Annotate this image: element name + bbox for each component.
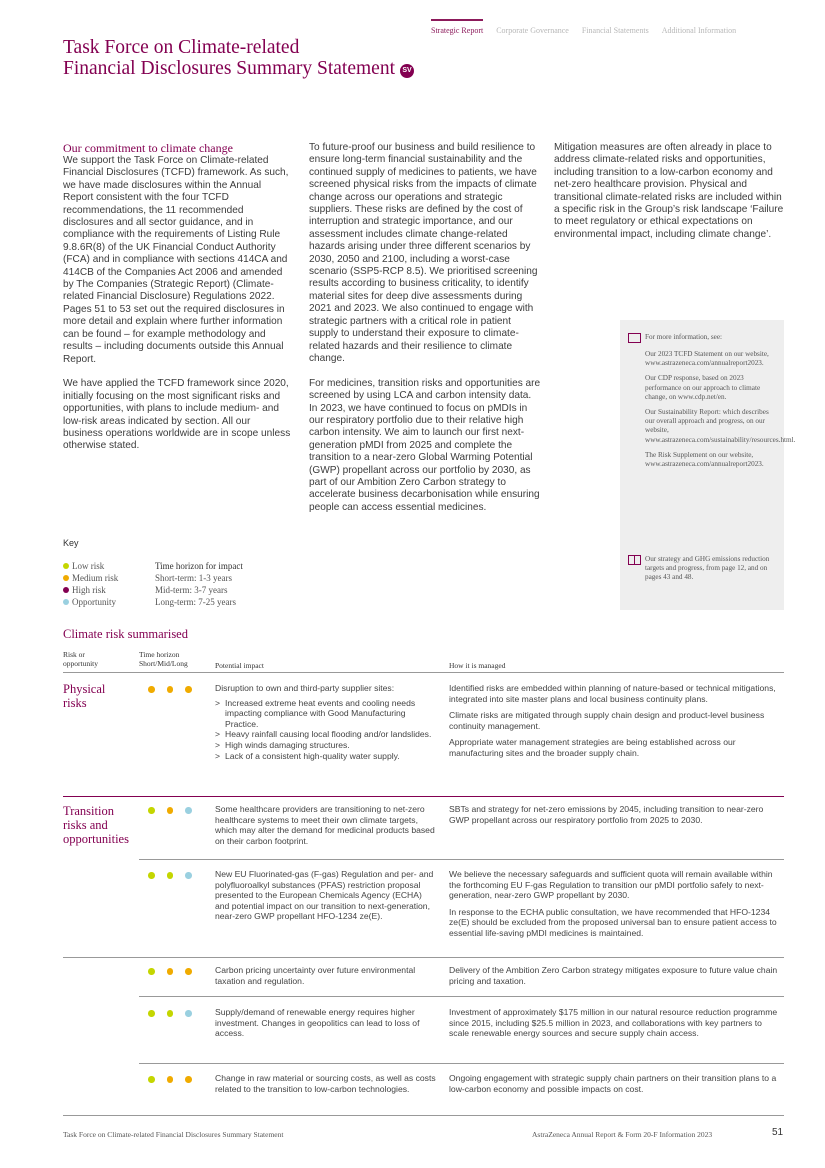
nav-financial-statements[interactable]: Financial Statements [581,26,649,35]
column-2-paragraph-1: To future-proof our business and build resilience to ensure long-term financial sustainability and the continued supply of medicines to patients, we have screened physical risks from the impacts of climate change across our operations and strategic suppliers. These risks are defined by the cost of interruption and strategic importance, and our assessment includes climate change-related hazards arising under three different scenarios by 2030, 2050 and 2100, including a worst-case scenario (SSP5-RCP 8.5). We prioritised screening results according to business criticality, to identify material sites for deep dive assessments during 2021 and 2023. We also continued to engage with strategic partners with a critical role in patient supply to understand their exposure to climate-related hazards and their resilience to climate change. [309,142,538,364]
row-divider [139,996,784,997]
transition-row-5-managed [449,1073,783,1100]
transition-row-1-dots [148,807,192,814]
computer-icon [628,333,641,343]
footer-right: AstraZeneca Annual Report & Form 20-F Information 2023 [532,1130,713,1139]
transition-risks-label: Transition risks and opportunities [63,804,129,846]
high-risk-dot-icon [63,587,69,593]
time-dot-short [148,686,155,693]
time-dot-short [148,1076,155,1083]
managed-paragraph: Investment of approximately $175 million in our natural resource reduction programme since 2015, including $25.5 million in 2023, and collaborations with key partners to scale renewable energy sources and secure supply chain access. [449,1007,778,1039]
info-item-tcfd[interactable]: Our 2023 TCFD Statement on our website, www.astrazeneca.com/annualreport2023. [645,350,769,368]
commitment-paragraph-2: We have applied the TCFD framework since 2020, initially focusing on the most significant risks and opportunities, with plans to include medium- and low-risk areas indicated by section. All our business operations worldwide are in scope unless otherwise stated. [63,378,291,452]
key-title: Key [63,538,79,548]
list-item: > Increased extreme heat events and cooling needs impacting compliance with Good Manufacturing Practice. [215,698,437,730]
key-legend [63,538,303,608]
nav-corporate-governance[interactable]: Corporate Governance [496,26,569,35]
column-2 [309,142,541,527]
transition-row-2-managed [449,869,783,945]
commitment-heading: Our commitment to climate change [63,141,233,155]
physical-impact-intro: Disruption to own and third-party supplier sites: [215,683,395,693]
book-icon [628,555,641,565]
transition-row-4-impact: Supply/demand of renewable energy requires higher investment. Changes in geopolitics can lead to loss of access. [215,1007,420,1039]
transition-row-1-impact: Some healthcare providers are transitioning to net-zero healthcare systems to meet their own climate targets, which may alter the demand for medicinal products based on their carbon footprint. [215,804,435,846]
transition-row-1-managed [449,804,783,831]
header-how-managed: How it is managed [449,661,506,670]
commitment-paragraph-1: We support the Task Force on Climate-related Financial Disclosures (TCFD) framework. As such, we have made disclosures within the Annual Report consistent with the four TCFD recommendations, the 11 recommended disclosures and all sector guidance, and in compliance with the requirements of Listing Rule 9.8.6R(8) of the UK Financial Conduct Authority (FCA) and in compliance with sections 414CA and 414CB of the Companies Act 2006 and amended by The Companies (Strategic Report) (Climate-related Financial Disclosure) Regulations 2022. Pages 51 to 53 set out the required disclosures in more detail and explain where further information can be found – for example methodology and results – including documents outside this Annual Report. [63,155,289,365]
physical-risks-dots [148,686,192,693]
info-footnote[interactable]: Our strategy and GHG emissions reduction targets and progress, from page 12, and on pages 43 and 48. [645,555,770,582]
time-dot-long [185,1010,192,1017]
info-item-cdp[interactable]: Our CDP response, based on 2023 performance on our approach to climate change, on www.cdp.net/en. [645,374,761,401]
title-line-1: Task Force on Climate-related [63,37,300,58]
info-item-sustainability[interactable]: Our Sustainability Report: which describes our overall approach and progress, on our website, www.astrazeneca.com/sustainability/resources.html. [645,408,796,444]
physical-managed-cell [449,683,783,765]
list-item: > High winds damaging structures. [215,740,437,751]
time-horizon-title: Time horizon for impact [155,561,243,571]
transition-row-4-managed [449,1007,783,1045]
table-title: Climate risk summarised [63,627,188,641]
header-time-horizon: Time horizon Short/Mid/Long [139,650,188,668]
column-3 [554,142,784,254]
header-divider [63,672,784,673]
time-dot-long [185,968,192,975]
key-medium-risk: Medium risk [72,573,119,583]
medium-risk-dot-icon [63,575,69,581]
time-dot-short [148,1010,155,1017]
transition-row-2-impact: New EU Fluorinated-gas (F-gas) Regulation and per- and polyfluoroalkyl substances (PFAS) restriction proposal presented to the European Chemicals Agency (ECHA) and potential impact on our transition to next-generation, near-zero GWP propellant HFO-1234 ze(E). [215,869,434,922]
time-dot-short [148,872,155,879]
horizon-mid: Mid-term: 3-7 years [155,585,228,595]
time-dot-mid [167,807,174,814]
time-dot-long [185,872,192,879]
time-dot-short [148,807,155,814]
key-low-risk: Low risk [72,561,105,571]
transition-row-4-dots [148,1010,192,1017]
title-line-2: Financial Disclosures Summary Statement [63,58,395,79]
info-item-risk-supplement[interactable]: The Risk Supplement on our website, www.astrazeneca.com/annualreport2023. [645,450,764,469]
row-divider [63,957,784,958]
opportunity-dot-icon [63,599,69,605]
time-dot-short [148,968,155,975]
column-3-paragraph-1: Mitigation measures are often already in place to address climate-related risks and opportunities, including transition to a low-carbon economy and net-zero healthcare provision. Physical and transitional climate-related risks are included within a specific risk in the Group’s risk landscape ‘Failure to meet regulatory or ethical expectations on environmental impact, including climate change’. [554,142,784,240]
info-heading: For more information, see: [645,333,723,341]
time-dot-mid [167,1010,174,1017]
page-number: 51 [772,1127,784,1138]
page-title [63,37,414,79]
physical-impact-list [215,698,437,762]
nav-additional-information[interactable]: Additional Information [661,26,737,35]
top-nav [431,26,736,35]
horizon-long: Long-term: 7-25 years [155,597,236,607]
nav-strategic-report[interactable]: Strategic Report [431,26,484,35]
header-risk-or-opportunity: Risk or opportunity [63,650,98,668]
header-potential-impact: Potential impact [215,661,264,670]
physical-risks-label: Physical risks [63,682,106,710]
physical-impact-cell [215,683,437,761]
column-1 [63,142,293,465]
time-dot-mid [167,872,174,879]
managed-paragraph: SBTs and strategy for net-zero emissions by 2045, including transition to near-zero GWP propellant across our respiratory portfolio from 2025 to 2030. [449,804,764,825]
managed-paragraph: Appropriate water management strategies are being established across our manufacturing sites and the broader supply chain. [449,737,736,758]
managed-paragraph: Delivery of the Ambition Zero Carbon strategy mitigates exposure to future value chain pricing and taxation. [449,965,778,986]
managed-paragraph: In response to the ECHA public consultation, we have recommended that HFO-1234 ze(E) should be excluded from the proposed universal ban to ensure patient access to essential life-saving pMDI medicines is maintained. [449,906,777,938]
transition-row-3-impact: Carbon pricing uncertainty over future environmental taxation and regulation. [215,965,416,986]
row-divider [139,1063,784,1064]
transition-row-5-impact: Change in raw material or sourcing costs, as well as costs related to the transition to low-carbon technologies. [215,1073,436,1094]
column-2-paragraph-2: For medicines, transition risks and opportunities are screened by using LCA and carbon intensity data. In 2023, we have continued to focus on pMDIs in our respiratory portfolio due to their relative high carbon intensity. We aim to launch our first next-generation pMDI from 2025 and complete the transition to a near-zero Global Warming Potential (GWP) propellant across our portfolio by 2030, as part of our Ambition Zero Carbon strategy to accelerate business decarbonisation while ensuring people can access essential medicines. [309,377,541,513]
time-dot-long [185,1076,192,1083]
managed-paragraph: Ongoing engagement with strategic supply chain partners on their transition plans to a low-carbon economy and possible impacts on cost. [449,1073,777,1094]
transition-row-2-dots [148,872,192,879]
time-dot-mid [167,686,174,693]
managed-paragraph: Climate risks are mitigated through supply chain design and product-level business continuity management. [449,710,765,731]
list-item: > Heavy rainfall causing local flooding and/or landslides. [215,729,437,740]
more-information-box [620,320,796,610]
transition-row-5-dots [148,1076,192,1083]
key-high-risk: High risk [72,585,106,595]
transition-row-3-managed [449,965,783,992]
low-risk-dot-icon [63,563,69,569]
managed-paragraph: Identified risks are embedded within planning of nature-based or technical mitigations, integrated into site master plans and local business continuity plans. [449,683,776,704]
footer-left: Task Force on Climate-related Financial Disclosures Summary Statement [63,1130,284,1139]
sv-badge-icon: SV [400,64,414,78]
time-dot-mid [167,968,174,975]
time-dot-long [185,686,192,693]
transition-row-3-dots [148,968,192,975]
time-dot-mid [167,1076,174,1083]
horizon-short: Short-term: 1-3 years [155,573,232,583]
row-divider [63,796,784,797]
managed-paragraph: We believe the necessary safeguards and sufficient quota will remain available within the forthcoming EU F-gas Regulation to transition our pMDI portfolio safely to next-generation, near-zero GWP propellant by 2030. [449,869,773,901]
row-divider [139,859,784,860]
time-dot-long [185,807,192,814]
table-bottom-divider [63,1115,784,1116]
key-opportunity: Opportunity [72,597,116,607]
list-item: > Lack of a consistent high-quality water supply. [215,751,437,762]
